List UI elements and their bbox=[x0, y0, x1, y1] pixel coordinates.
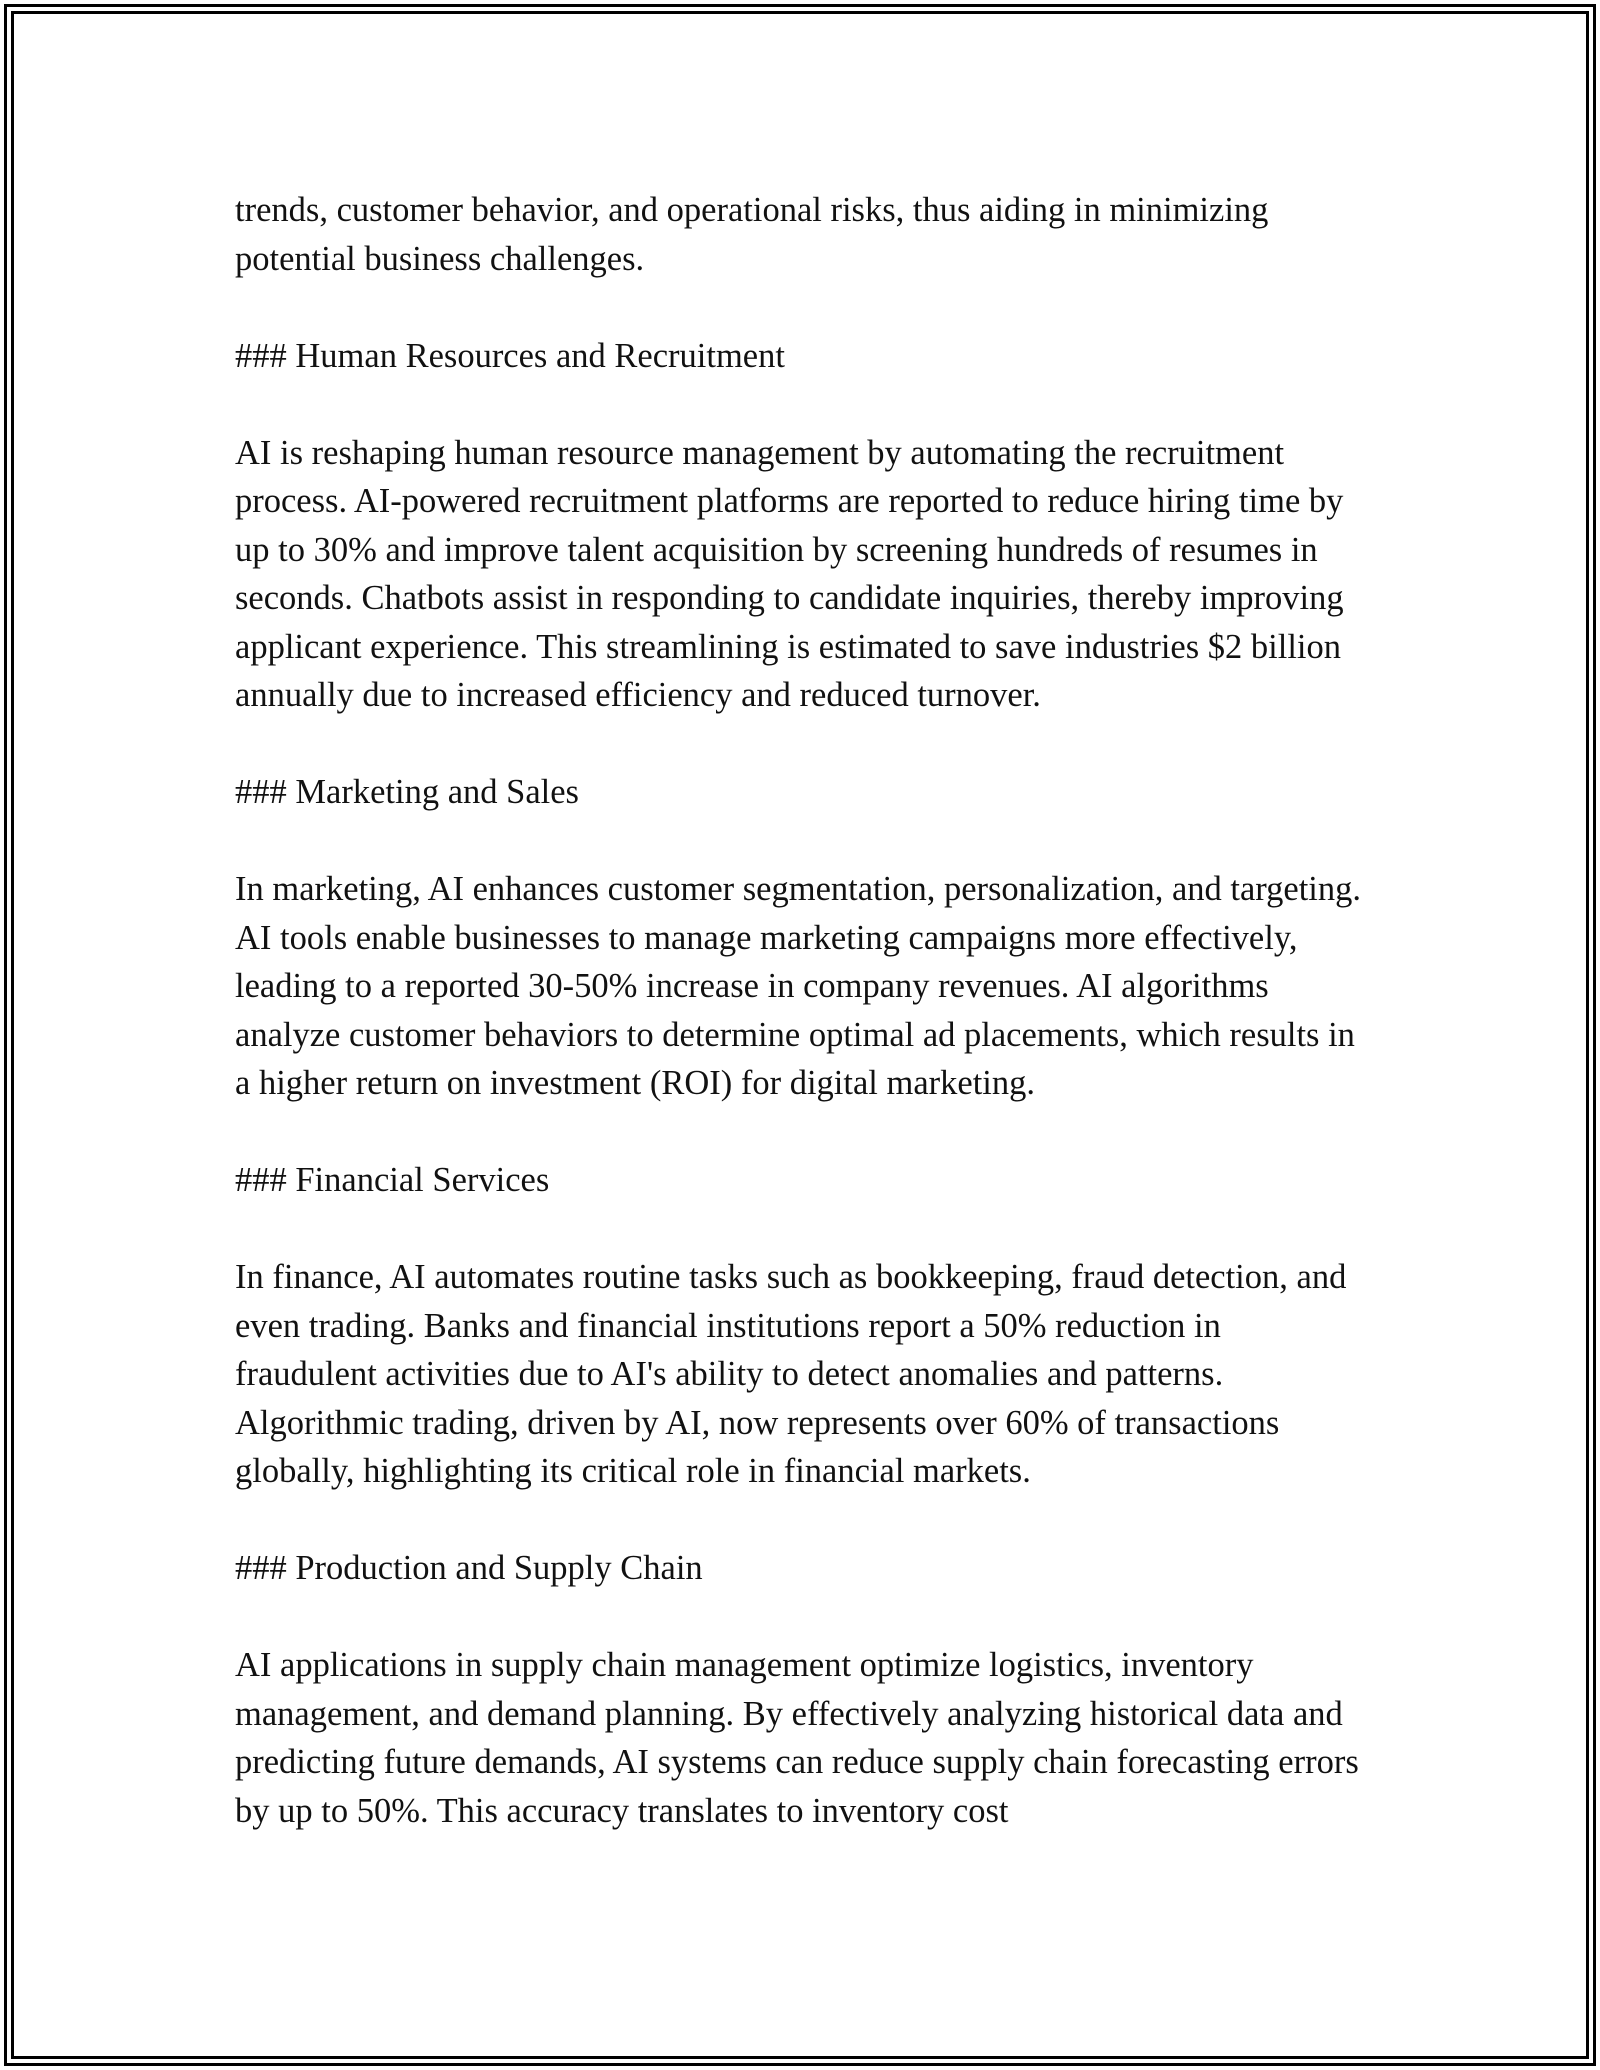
paragraph-human-resources: AI is reshaping human resource management by automating the recruitment process. AI-powered recruitment platforms are reported to reduce hiring time by up to 30% and improve talent acquisition by screening hundreds of resumes in seconds. Chatbots assist in responding to candidate inquiries, thereby improving applicant experience. This streamlining is estimated to save industries $2 billion annually due to increased efficiency and reduced turnover. bbox=[235, 433, 1344, 714]
paragraph-financial-services: In finance, AI automates routine tasks such as bookkeeping, fraud detection, and even trading. Banks and financial institutions report a 50% reduction in fraudulent activities due to AI's ability to detect anomalies and patterns. Algorithmic trading, driven by AI, now represents over 60% of transactions globally, highlighting its critical role in financial markets. bbox=[235, 1258, 1347, 1490]
document-body bbox=[235, 186, 1365, 1835]
paragraph-risk-continuation: trends, customer behavior, and operational risks, thus aiding in minimizing potential business challenges. bbox=[235, 191, 1269, 278]
heading-financial-services: ### Financial Services bbox=[235, 1161, 550, 1199]
heading-production-supply-chain: ### Production and Supply Chain bbox=[235, 1549, 703, 1587]
heading-human-resources: ### Human Resources and Recruitment bbox=[235, 336, 785, 375]
heading-marketing-sales: ### Marketing and Sales bbox=[235, 773, 579, 811]
paragraph-production-supply-chain: AI applications in supply chain management optimize logistics, inventory management, and demand planning. By effectively analyzing historical data and predicting future demands, AI systems can reduce supply chain forecasting errors by up to 50%. This accuracy translates to inventory cost bbox=[235, 1646, 1359, 1830]
paragraph-marketing-sales: In marketing, AI enhances customer segmentation, personalization, and targeting. AI tools enable businesses to manage marketing campaigns more effectively, leading to a reported 30-50% increase in company revenues. AI algorithms analyze customer behaviors to determine optimal ad placements, which results in a higher return on investment (ROI) for digital marketing. bbox=[235, 870, 1362, 1102]
